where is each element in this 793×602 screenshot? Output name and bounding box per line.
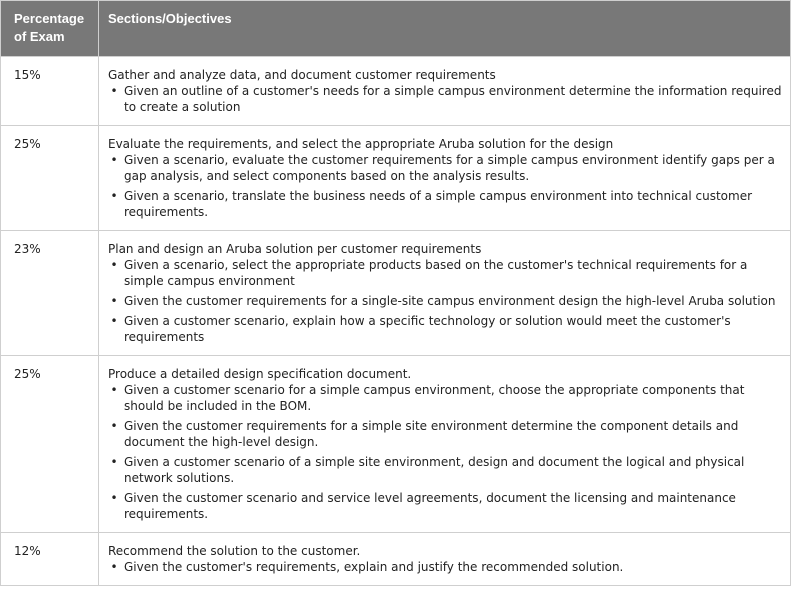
table-row	[1, 533, 791, 586]
section-title: Evaluate the requirements, and select the appropriate Aruba solution for the design	[108, 137, 614, 151]
objective-item	[108, 454, 782, 486]
table-body	[1, 57, 791, 586]
objective-item	[108, 83, 782, 115]
section-title: Plan and design an Aruba solution per customer requirements	[108, 242, 482, 256]
objective-list	[108, 83, 782, 115]
percentage-cell: 23%	[1, 231, 99, 356]
section-title: Gather and analyze data, and document customer requirements	[108, 68, 496, 82]
objective-cell	[99, 126, 791, 231]
bullet-icon: •	[110, 189, 118, 203]
bullet-icon: •	[110, 84, 118, 98]
sections-column-header: Sections/Objectives	[99, 1, 791, 57]
bullet-icon: •	[110, 153, 118, 167]
objective-text: Given a customer scenario of a simple site environment, design and document the logical and physical network solutions.	[124, 455, 745, 485]
bullet-icon: •	[110, 294, 118, 308]
bullet-icon: •	[110, 419, 118, 433]
objective-text: Given an outline of a customer's needs for a simple campus environment determine the information required to create a solution	[124, 84, 782, 114]
objective-text: Given a scenario, select the appropriate products based on the customer's technical requirements for a simple campus environment	[124, 258, 748, 288]
bullet-icon: •	[110, 383, 118, 397]
objective-text: Given a customer scenario for a simple campus environment, choose the appropriate components that should be included in the BOM.	[124, 383, 745, 413]
percentage-cell: 25%	[1, 356, 99, 533]
objective-item	[108, 313, 782, 345]
objective-list	[108, 382, 782, 522]
objective-item	[108, 382, 782, 414]
objective-item	[108, 490, 782, 522]
percentage-cell: 15%	[1, 57, 99, 126]
bullet-icon: •	[110, 560, 118, 574]
bullet-icon: •	[110, 258, 118, 272]
objective-item	[108, 418, 782, 450]
section-title: Produce a detailed design specification document.	[108, 367, 412, 381]
objective-text: Given the customer's requirements, explain and justify the recommended solution.	[124, 560, 624, 574]
objective-cell	[99, 231, 791, 356]
objective-text: Given the customer scenario and service level agreements, document the licensing and maintenance requirements.	[124, 491, 736, 521]
objective-text: Given a scenario, evaluate the customer requirements for a simple campus environment identify gaps per a gap analysis, and select components based on the analysis results.	[124, 153, 775, 183]
objective-text: Given the customer requirements for a single-site campus environment design the high-level Aruba solution	[124, 294, 776, 308]
table-header-row	[1, 1, 791, 57]
percentage-cell: 25%	[1, 126, 99, 231]
objective-cell	[99, 356, 791, 533]
objective-text: Given a scenario, translate the business needs of a simple campus environment into technical customer requirements.	[124, 189, 753, 219]
objective-cell	[99, 533, 791, 586]
bullet-icon: •	[110, 491, 118, 505]
table-row	[1, 356, 791, 533]
bullet-icon: •	[110, 455, 118, 469]
percentage-column-header: Percentage of Exam	[1, 1, 99, 57]
objective-list	[108, 559, 782, 575]
section-title: Recommend the solution to the customer.	[108, 544, 361, 558]
percentage-cell: 12%	[1, 533, 99, 586]
objective-item	[108, 293, 782, 309]
table-row	[1, 126, 791, 231]
bullet-icon: •	[110, 314, 118, 328]
objective-item	[108, 188, 782, 220]
objective-text: Given a customer scenario, explain how a specific technology or solution would meet the customer's requirements	[124, 314, 731, 344]
objective-list	[108, 257, 782, 345]
objective-item	[108, 257, 782, 289]
objective-item	[108, 152, 782, 184]
table-row	[1, 231, 791, 356]
objective-item	[108, 559, 782, 575]
objective-text: Given the customer requirements for a simple site environment determine the component details and document the high-level design.	[124, 419, 739, 449]
objective-cell	[99, 57, 791, 126]
objective-list	[108, 152, 782, 220]
table-row	[1, 57, 791, 126]
